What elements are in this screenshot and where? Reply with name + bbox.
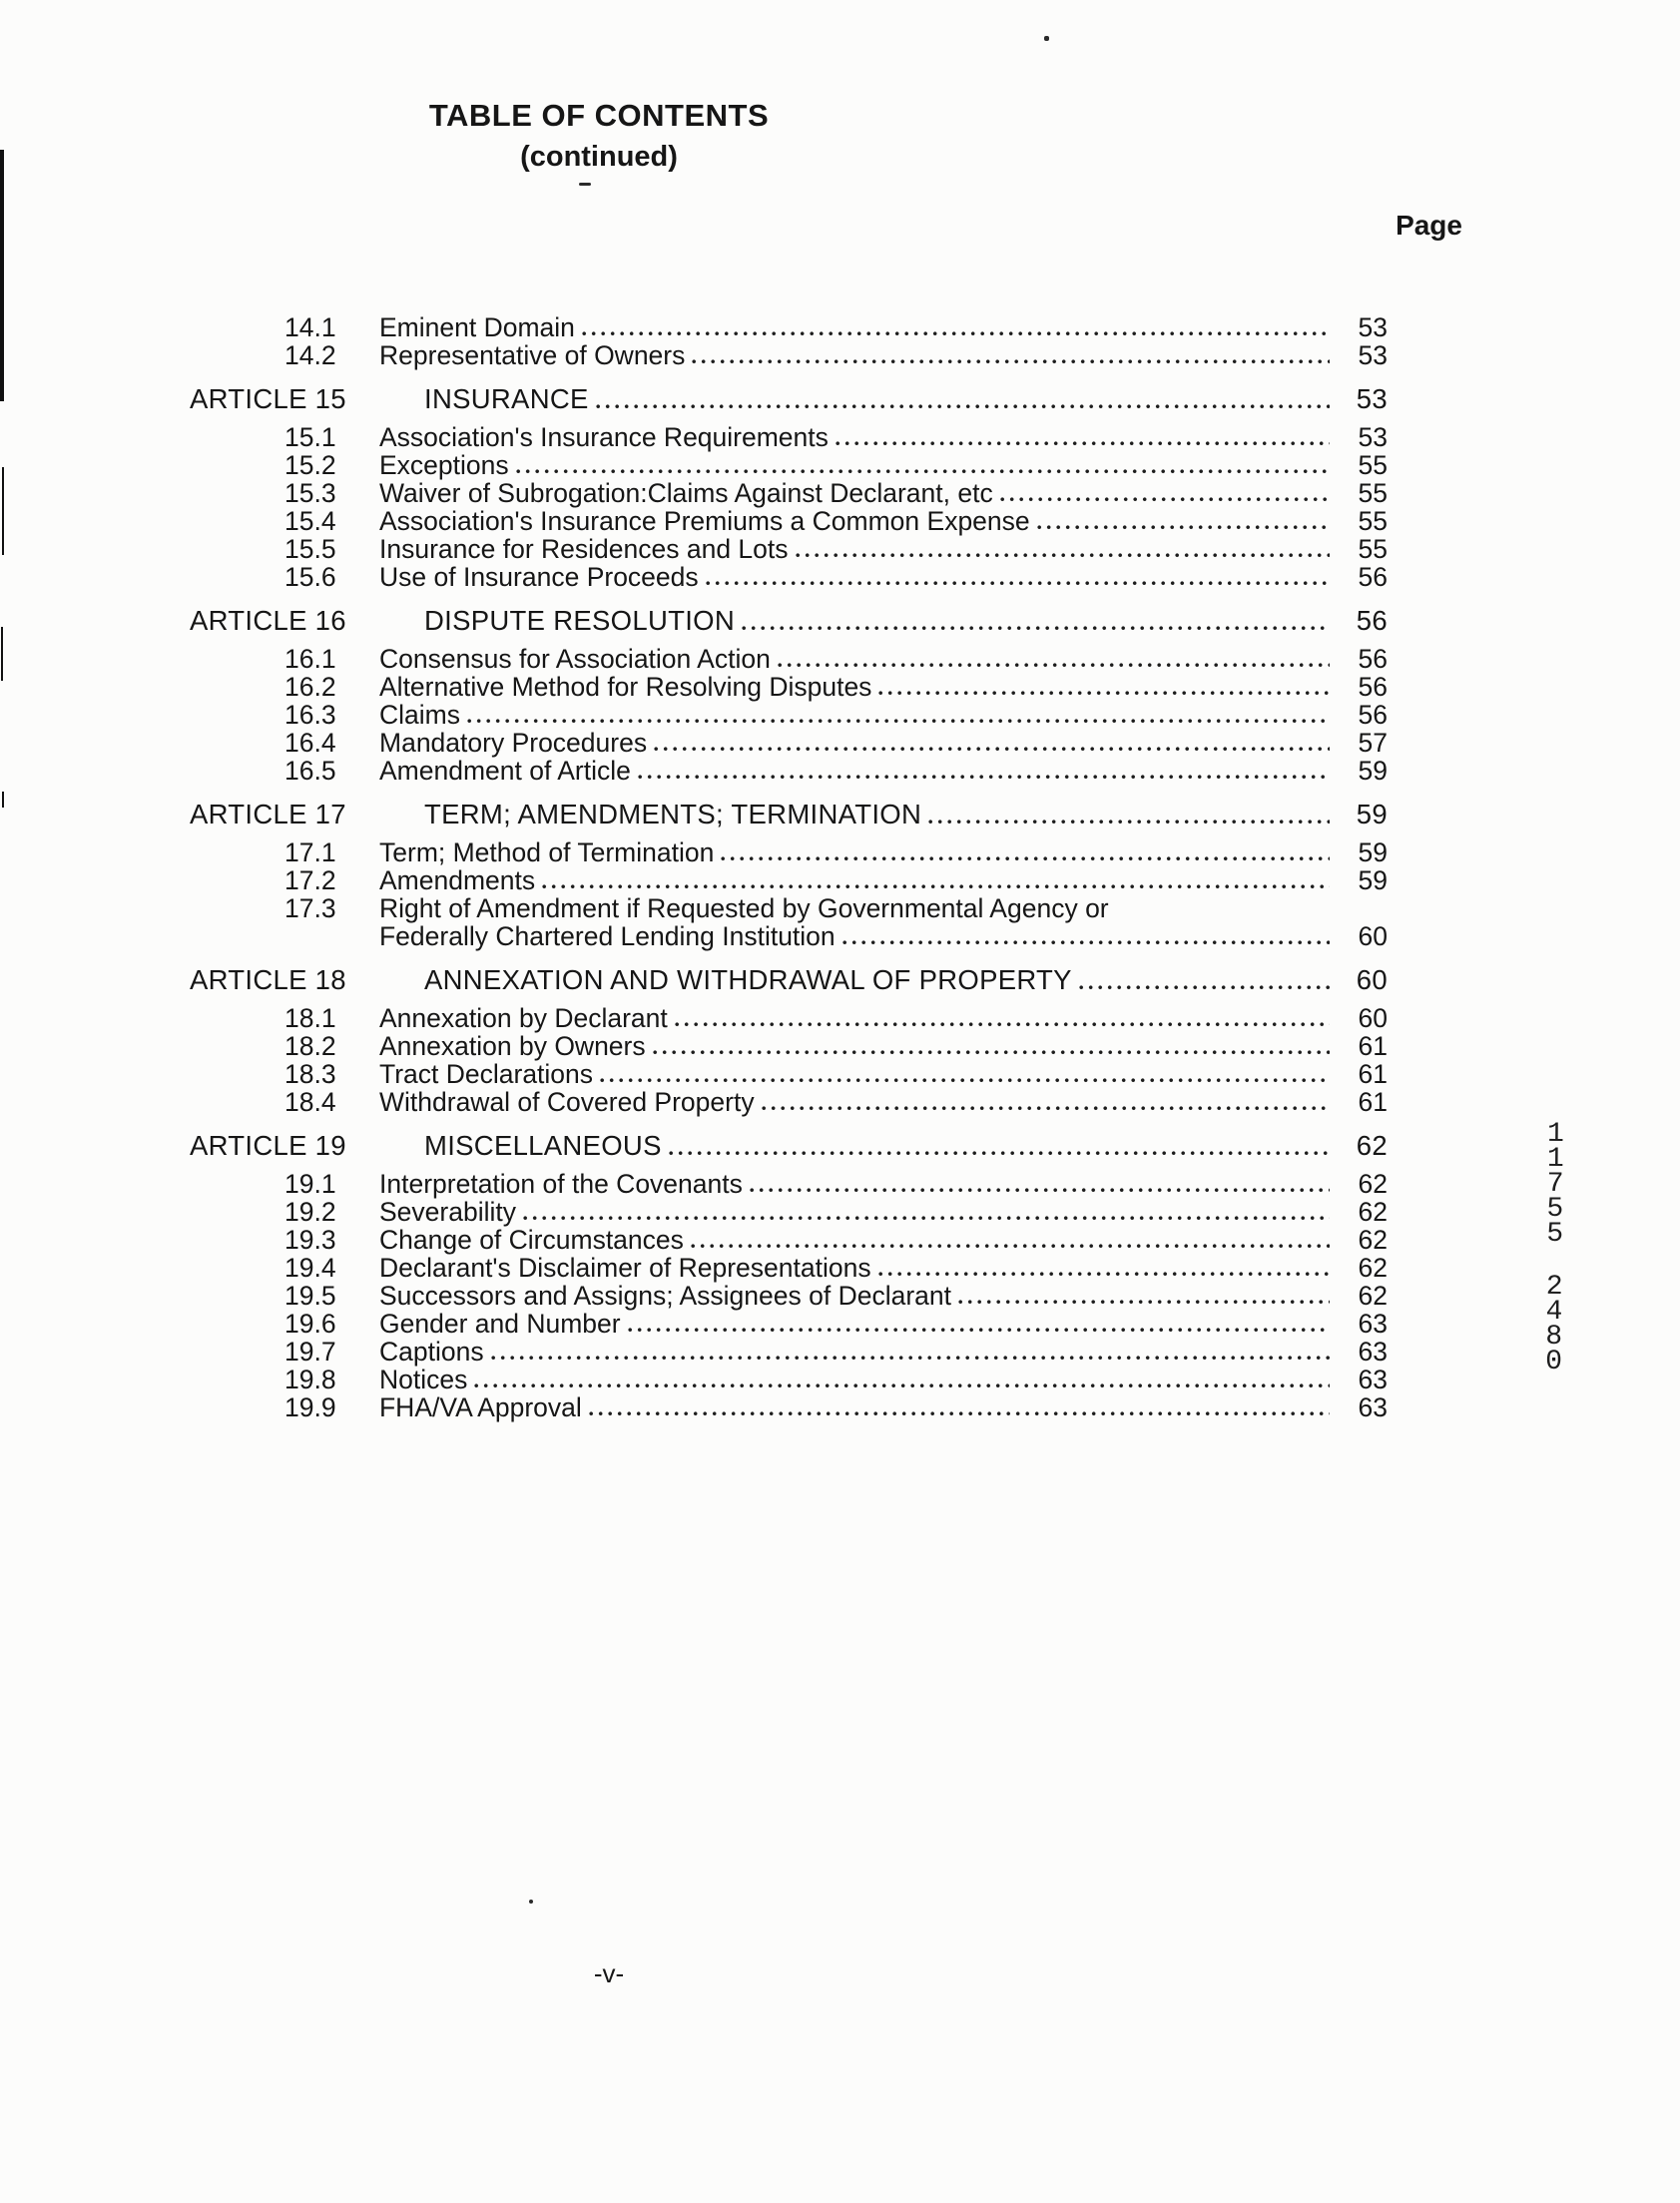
- toc-entry-page: 60: [1356, 964, 1388, 995]
- toc-entry-page: 61: [1358, 1059, 1388, 1089]
- toc-item-row: [190, 1198, 1388, 1226]
- toc-item-row: [190, 1060, 1388, 1088]
- toc-item-row: [190, 423, 1388, 451]
- toc-entry-number: 16.2: [284, 672, 336, 702]
- dot-leader: [928, 820, 1330, 825]
- toc-entry-page: 56: [1358, 672, 1388, 702]
- toc-entry-number: ARTICLE 15: [190, 383, 346, 414]
- dot-leader: [542, 884, 1330, 889]
- dot-leader: [638, 775, 1330, 780]
- dot-leader: [721, 856, 1330, 861]
- dot-leader: [516, 469, 1330, 474]
- toc-entry-title: Association's Insurance Premiums a Common Expense: [379, 506, 1030, 536]
- toc-entry-title: TERM; AMENDMENTS; TERMINATION: [424, 799, 922, 829]
- toc-entry-page: 60: [1358, 1003, 1388, 1033]
- toc-entry-page: 59: [1356, 799, 1388, 829]
- toc-list: [190, 313, 1388, 1421]
- toc-entry-title: Annexation by Owners: [379, 1031, 646, 1061]
- dot-leader: [474, 1383, 1330, 1388]
- toc-entry-page: 55: [1358, 534, 1388, 564]
- page-title: TABLE OF CONTENTS: [428, 98, 770, 133]
- toc-entry-number: 18.1: [284, 1003, 336, 1033]
- toc-entry-page: 55: [1358, 450, 1388, 480]
- toc-entry-number: 15.4: [284, 506, 336, 536]
- toc-entry-page: 59: [1358, 756, 1388, 786]
- toc-entry-title: Amendment of Article: [379, 756, 631, 786]
- dot-leader: [628, 1328, 1330, 1333]
- toc-entry-title: Captions: [379, 1337, 484, 1367]
- stamp-digit: 1: [1546, 1118, 1565, 1151]
- dot-leader: [742, 626, 1330, 631]
- toc-entry-title: Association's Insurance Requirements: [379, 422, 829, 452]
- toc-entry-title: Use of Insurance Proceeds: [379, 562, 699, 592]
- toc-entry-title: Notices: [379, 1365, 468, 1394]
- dot-leader: [1037, 525, 1330, 530]
- stamp-digit: 5: [1546, 1193, 1564, 1226]
- dot-leader: [653, 1050, 1330, 1055]
- dot-leader: [523, 1216, 1330, 1221]
- toc-item-row: [190, 866, 1388, 894]
- toc-entry-page: 62: [1358, 1253, 1388, 1283]
- toc-item-row: [190, 1338, 1388, 1366]
- toc-entry-page: 53: [1358, 422, 1388, 452]
- toc-entry-number: 18.2: [284, 1031, 336, 1061]
- toc-entry-page: 63: [1358, 1365, 1388, 1394]
- margin-stamp: [1544, 1118, 1565, 1402]
- toc-item-row: [190, 341, 1388, 369]
- toc-item-row: [190, 645, 1388, 673]
- toc-item-row: [190, 1310, 1388, 1338]
- toc-entry-page: 53: [1358, 312, 1388, 342]
- toc-entry-title: Successors and Assigns; Assignees of Declarant: [379, 1281, 951, 1311]
- dot-leader: [958, 1300, 1330, 1305]
- toc-item-row: [190, 1226, 1388, 1254]
- toc-entry-number: 14.1: [284, 312, 336, 342]
- dot-leader: [491, 1356, 1330, 1361]
- toc-item-row: [190, 922, 1388, 950]
- toc-article-row: [190, 799, 1388, 829]
- toc-item-row: [190, 1393, 1388, 1421]
- dot-leader: [842, 940, 1330, 945]
- toc-entry-number: 15.5: [284, 534, 336, 564]
- toc-entry-number: 19.6: [284, 1309, 336, 1339]
- toc-item-row: [190, 535, 1388, 563]
- toc-item-row: [190, 1088, 1388, 1116]
- toc-item-row: [190, 479, 1388, 507]
- dot-leader: [1079, 985, 1330, 990]
- toc-entry-number: 15.6: [284, 562, 336, 592]
- toc-entry-number: 15.1: [284, 422, 336, 452]
- toc-entry-title: Interpretation of the Covenants: [379, 1169, 743, 1199]
- toc-item-row: [190, 1032, 1388, 1060]
- dot-leader: [589, 1411, 1330, 1416]
- dot-leader: [654, 747, 1330, 752]
- scan-artifact: [2, 467, 4, 555]
- toc-entry-title: Declarant's Disclaimer of Representations: [379, 1253, 871, 1283]
- toc-item-row: [190, 507, 1388, 535]
- toc-article-row: [190, 964, 1388, 995]
- dot-leader: [675, 1022, 1330, 1027]
- toc-entry-title: Claims: [379, 700, 460, 730]
- toc-entry-number: ARTICLE 19: [190, 1130, 346, 1161]
- toc-entry-title: Alternative Method for Resolving Disputes: [379, 672, 872, 702]
- toc-item-row: [190, 729, 1388, 757]
- stamp-digit: 1: [1546, 1143, 1564, 1176]
- toc-entry-number: 19.9: [284, 1392, 336, 1422]
- toc-entry-number: 14.2: [284, 340, 336, 370]
- toc-item-row: [190, 1254, 1388, 1282]
- toc-entry-page: 59: [1358, 837, 1388, 867]
- toc-entry-title: Insurance for Residences and Lots: [379, 534, 789, 564]
- toc-entry-number: 17.2: [284, 865, 336, 895]
- toc-item-row: [190, 701, 1388, 729]
- toc-entry-title: Representative of Owners: [379, 340, 686, 370]
- toc-entry-number: 19.8: [284, 1365, 336, 1394]
- stamp-digit: 4: [1545, 1296, 1563, 1329]
- dot-leader: [750, 1188, 1330, 1193]
- toc-entry-page: 62: [1358, 1169, 1388, 1199]
- toc-entry-number: 16.1: [284, 644, 336, 674]
- toc-entry-title: ANNEXATION AND WITHDRAWAL OF PROPERTY: [424, 964, 1072, 995]
- dot-leader: [669, 1151, 1330, 1156]
- toc-entry-number: 19.5: [284, 1281, 336, 1311]
- toc-entry-page: 61: [1358, 1087, 1388, 1117]
- toc-entry-page: 62: [1358, 1225, 1388, 1255]
- toc-entry-title: Annexation by Declarant: [379, 1003, 668, 1033]
- page-column-label: Page: [1396, 210, 1462, 241]
- toc-entry-page: 56: [1356, 605, 1388, 636]
- toc-entry-page: 60: [1358, 921, 1388, 951]
- page-subtitle: (continued): [520, 141, 678, 173]
- toc-entry-number: 16.3: [284, 700, 336, 730]
- toc-item-row: [190, 894, 1388, 922]
- stamp-digit: 5: [1546, 1218, 1564, 1251]
- toc-entry-title: Amendments: [379, 865, 536, 895]
- toc-entry-number: 18.4: [284, 1087, 336, 1117]
- toc-entry-page: 62: [1358, 1281, 1388, 1311]
- toc-entry-title: Tract Declarations: [379, 1059, 594, 1089]
- scan-artifact: [1, 627, 3, 681]
- toc-entry-page: 63: [1358, 1337, 1388, 1367]
- toc-entry-page: 55: [1358, 506, 1388, 536]
- toc-entry-page: 55: [1358, 478, 1388, 508]
- toc-entry-title: Severability: [379, 1197, 516, 1227]
- toc-entry-title: Eminent Domain: [379, 312, 575, 342]
- toc-entry-page: 56: [1358, 644, 1388, 674]
- toc-entry-number: 17.1: [284, 837, 336, 867]
- dot-leader: [878, 691, 1330, 696]
- toc-entry-title: Waiver of Subrogation:Claims Against Declarant, etc: [379, 478, 993, 508]
- dot-leader: [706, 581, 1330, 586]
- toc-entry-page: 53: [1356, 383, 1388, 414]
- toc-entry-title: Term; Method of Termination: [379, 837, 715, 867]
- stamp-number: [1546, 1118, 1565, 1251]
- stamp-number: [1544, 1271, 1563, 1378]
- scan-artifact: [529, 1900, 533, 1904]
- toc-item-row: [190, 757, 1388, 785]
- stamp-digit: 0: [1544, 1346, 1563, 1378]
- toc-entry-number: ARTICLE 18: [190, 964, 346, 995]
- toc-entry-number: 18.3: [284, 1059, 336, 1089]
- toc-entry-number: 19.2: [284, 1197, 336, 1227]
- dot-leader: [1000, 497, 1330, 502]
- stamp-digit: 2: [1545, 1271, 1563, 1304]
- toc-entry-page: 53: [1358, 340, 1388, 370]
- toc-entry-page: 57: [1358, 728, 1388, 758]
- toc-item-row: [190, 313, 1388, 341]
- toc-entry-number: 16.5: [284, 756, 336, 786]
- dot-leader: [596, 404, 1330, 409]
- dot-leader: [692, 359, 1330, 364]
- toc-item-row: [190, 451, 1388, 479]
- toc-entry-title: Mandatory Procedures: [379, 728, 648, 758]
- toc-entry-page: 62: [1356, 1130, 1388, 1161]
- toc-entry-title: Right of Amendment if Requested by Governmental Agency or: [379, 893, 1109, 923]
- toc-entry-title: Federally Chartered Lending Institution: [379, 921, 836, 951]
- document-header: [0, 98, 1198, 174]
- toc-entry-title: MISCELLANEOUS: [424, 1130, 662, 1161]
- toc-item-row: [190, 673, 1388, 701]
- toc-entry-number: 17.3: [284, 893, 336, 923]
- toc-entry-number: 16.4: [284, 728, 336, 758]
- toc-entry-number: 19.3: [284, 1225, 336, 1255]
- toc-entry-page: 63: [1358, 1392, 1388, 1422]
- toc-entry-page: 62: [1358, 1197, 1388, 1227]
- toc-item-row: [190, 563, 1388, 591]
- toc-entry-page: 59: [1358, 865, 1388, 895]
- toc-entry-title: FHA/VA Approval: [379, 1392, 582, 1422]
- toc-entry-number: 15.2: [284, 450, 336, 480]
- toc-entry-title: Change of Circumstances: [379, 1225, 684, 1255]
- dot-leader: [762, 1106, 1330, 1111]
- scan-artifact: [2, 792, 4, 808]
- toc-item-row: [190, 1004, 1388, 1032]
- scan-artifact: [0, 150, 4, 401]
- dot-leader: [582, 331, 1330, 336]
- dot-leader: [836, 441, 1330, 446]
- toc-entry-title: Exceptions: [379, 450, 509, 480]
- dot-leader: [467, 719, 1330, 724]
- toc-entry-number: ARTICLE 16: [190, 605, 346, 636]
- scan-artifact: [1044, 36, 1049, 41]
- toc-entry-title: Gender and Number: [379, 1309, 621, 1339]
- dot-leader: [691, 1244, 1330, 1249]
- toc-entry-page: 61: [1358, 1031, 1388, 1061]
- toc-entry-number: 19.1: [284, 1169, 336, 1199]
- toc-entry-page: 56: [1358, 562, 1388, 592]
- toc-entry-number: 19.7: [284, 1337, 336, 1367]
- dot-leader: [796, 553, 1330, 558]
- toc-item-row: [190, 838, 1388, 866]
- stamp-digit: 8: [1545, 1321, 1563, 1354]
- toc-article-row: [190, 1130, 1388, 1161]
- toc-entry-title: Withdrawal of Covered Property: [379, 1087, 755, 1117]
- toc-article-row: [190, 605, 1388, 636]
- toc-entry-title: DISPUTE RESOLUTION: [424, 605, 736, 636]
- toc-entry-title: Consensus for Association Action: [379, 644, 771, 674]
- toc-item-row: [190, 1282, 1388, 1310]
- toc-entry-number: 15.3: [284, 478, 336, 508]
- toc-entry-page: 56: [1358, 700, 1388, 730]
- page-footer: -v-: [593, 1958, 625, 1988]
- scan-artifact: [579, 183, 591, 186]
- toc-entry-number: 19.4: [284, 1253, 336, 1283]
- toc-entry-page: 63: [1358, 1309, 1388, 1339]
- toc-item-row: [190, 1366, 1388, 1393]
- toc-item-row: [190, 1170, 1388, 1198]
- stamp-digit: 7: [1546, 1168, 1564, 1201]
- toc-entry-number: ARTICLE 17: [190, 799, 346, 829]
- dot-leader: [600, 1078, 1330, 1083]
- dot-leader: [778, 663, 1330, 668]
- toc-article-row: [190, 383, 1388, 414]
- dot-leader: [878, 1272, 1330, 1277]
- toc-entry-title: INSURANCE: [424, 383, 589, 414]
